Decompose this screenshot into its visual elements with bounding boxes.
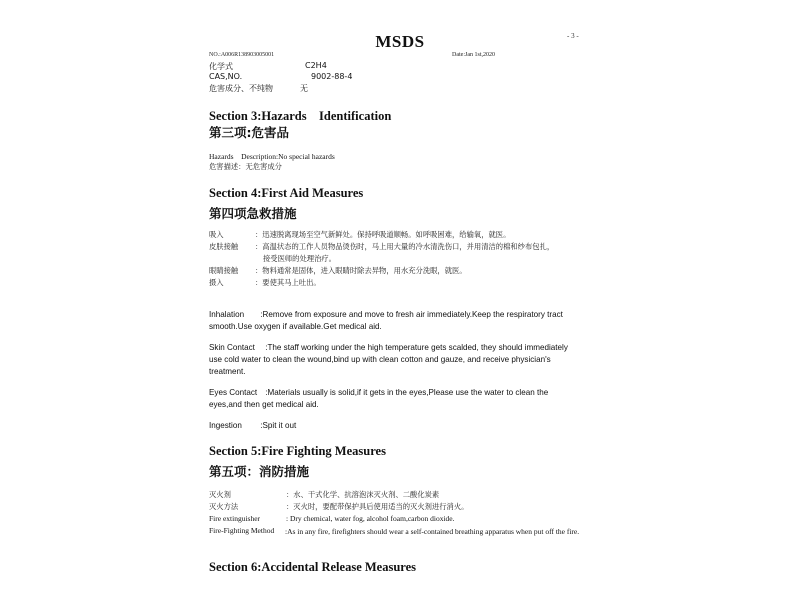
formula-value: C2H4 [305, 61, 327, 70]
fire-zh-text: ：水、干式化学、抗溶泡沫灭火剂、二酸化炭素 [286, 490, 440, 499]
first-aid-zh-text: ：物料通常是固体，进入眼睛时除去异物，用水充分洗眼，就医。 [255, 266, 467, 275]
hazard-label: 危害成分、不纯物 [209, 84, 273, 93]
eyes-contact-paragraph: Eyes Contact :Materials usually is solid,if it gets in the eyes,Please use the water to clean the eyes,and then get medical aid. [209, 388, 549, 409]
first-aid-zh-label: 摄入 [209, 278, 224, 287]
page-number: - 3 - [567, 32, 579, 40]
document-title: MSDS [375, 32, 425, 51]
hazards-description: Hazards Description:No special hazards [209, 152, 335, 161]
first-aid-zh-text: 接受医师的处理治疗。 [263, 254, 336, 263]
inhalation-paragraph: Inhalation :Remove from exposure and move to fresh air immediately.Keep the respiratory tract smooth.Use oxygen if available.Get medical aid. [209, 310, 563, 331]
first-aid-zh-label: 吸入 [209, 230, 224, 239]
document-number: NO.:A006R138903005001 [209, 52, 275, 58]
cas-label: CAS,NO. [209, 72, 243, 81]
section-3-title-zh: 第三项:危害品 [209, 125, 289, 140]
fire-zh-label: 灭火剂 [209, 490, 231, 499]
hazard-value: 无 [300, 84, 308, 93]
section-3-title: Section 3:Hazards Identification [209, 109, 392, 123]
fire-zh-text: ：灭火时，要配带保护具后使用适当的灭火剂进行消火。 [286, 502, 469, 511]
first-aid-zh-text: ：高温状态的工作人员物品烫伤时，马上用大量的冷水清洗伤口，并用清洁的棉和纱布包扎， [255, 242, 555, 251]
section-4-title: Section 4:First Aid Measures [209, 186, 364, 200]
fire-zh-label: 灭火方法 [209, 502, 239, 511]
section-4-title-zh: 第四项急救措施 [209, 206, 297, 221]
ingestion-paragraph: Ingestion :Spit it out [209, 421, 297, 430]
cas-value: 9002-88-4 [311, 72, 353, 81]
fire-fighting-method-label: Fire-Fighting Method [209, 526, 275, 535]
first-aid-zh-text: ：迅速脱离现场至空气新鲜处。保持呼吸道顺畅。如呼吸困难，给输氧，就医。 [255, 230, 511, 239]
first-aid-zh-text: ：要使其马上吐出。 [255, 278, 321, 287]
fire-fighting-method-text: :As in any fire, firefighters should wear a self-contained breathing apparatus when put off the fire. [285, 527, 580, 536]
formula-label: 化学式 [209, 62, 233, 71]
skin-contact-paragraph: Skin Contact :The staff working under the high temperature gets scalded, they should immediately use cold water to clean the wound,bind up with clean cotton and gauze, and receive physician's treatment. [209, 343, 568, 376]
section-5-title: Section 5:Fire Fighting Measures [209, 444, 386, 458]
section-5-title-zh: 第五项：消防措施 [209, 464, 310, 479]
fire-extinguisher-label: Fire extinguisher [209, 514, 261, 523]
document-date: Date:Jan 1st,2020 [452, 52, 495, 58]
hazards-description-zh: 危害描述：无危害成分 [209, 162, 282, 171]
first-aid-zh-label: 眼睛接触 [209, 266, 239, 275]
section-6-title: Section 6:Accidental Release Measures [209, 560, 417, 574]
fire-extinguisher-text: : Dry chemical, water fog, alcohol foam,carbon dioxide. [286, 514, 455, 523]
first-aid-zh-label: 皮肤接触 [209, 242, 239, 251]
